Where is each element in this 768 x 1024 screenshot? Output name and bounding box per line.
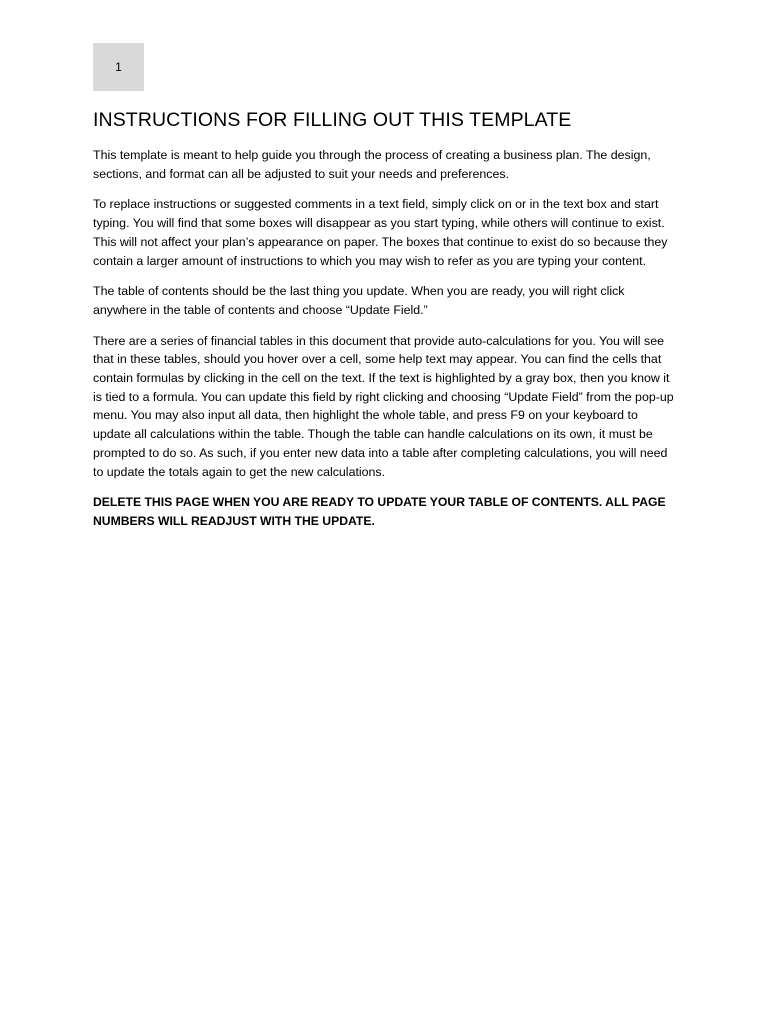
page-number-box bbox=[93, 43, 144, 91]
document-body bbox=[93, 108, 675, 543]
paragraph-table-of-contents: The table of contents should be the last thing you update. When you are ready, you will right click anywhere in the table of contents and choose “Update Field.” bbox=[93, 284, 625, 317]
paragraph-financial-tables: There are a series of financial tables in this document that provide auto-calculations for you. You will see that in these tables, should you hover over a cell, some help text may appear. You can find the cells that contain formulas by clicking in the cell on the text. If the text is highlighted by a gray box, then you know it is tied to a formula. You can update this field by right clicking and choosing “Update Field” from the pop-up menu. You may also input all data, then highlight the whole table, and press F9 on your keyboard to update all calculations within the table. Though the table can handle calculations on its own, it must be prompted to do so. As such, if you enter new data into a table after completing calculations, you will need to update the totals again to get the new calculations. bbox=[93, 333, 674, 479]
paragraph-intro: This template is meant to help guide you through the process of creating a business plan. The design, sections, and format can all be adjusted to suit your needs and preferences. bbox=[93, 148, 651, 181]
page-title: INSTRUCTIONS FOR FILLING OUT THIS TEMPLATE bbox=[93, 109, 572, 131]
page-number: 1 bbox=[115, 60, 122, 74]
paragraph-replace-instructions: To replace instructions or suggested comments in a text field, simply click on or in the text box and start typing. You will find that some boxes will disappear as you start typing, while others will continue to exist. This will not affect your plan’s appearance on paper. The boxes that continue to exist do so because they contain a larger amount of instructions to which you may wish to refer as you are typing your content. bbox=[93, 197, 668, 268]
closing-note: DELETE THIS PAGE WHEN YOU ARE READY TO UPDATE YOUR TABLE OF CONTENTS. ALL PAGE NUMBERS WILL READJUST WITH THE UPDATE. bbox=[93, 495, 666, 528]
